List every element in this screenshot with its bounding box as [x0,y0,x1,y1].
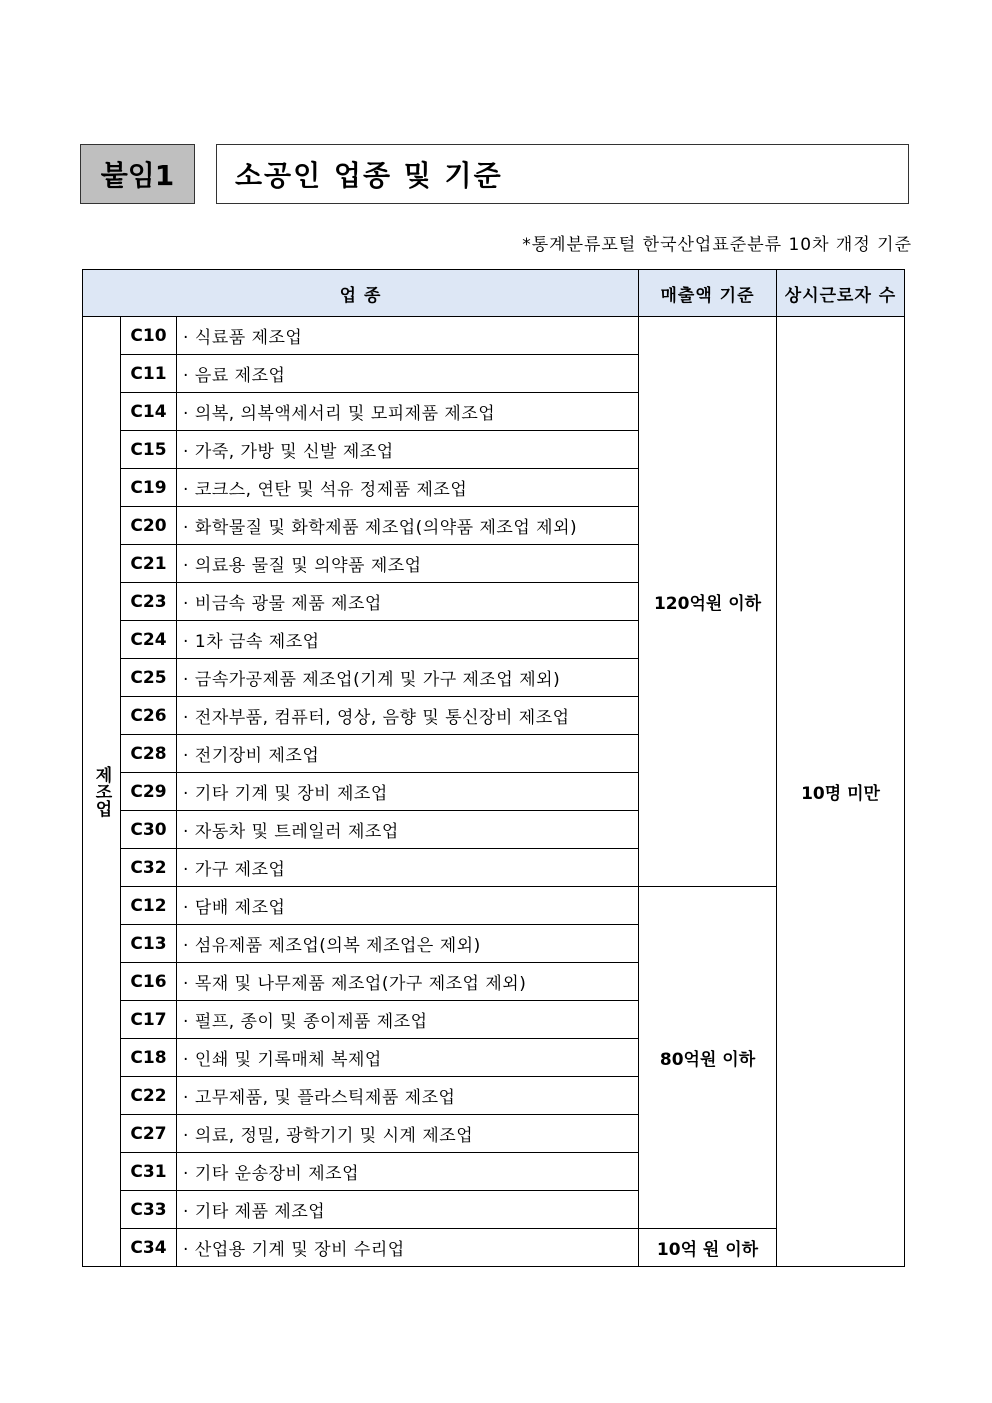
attachment-tag: 붙임1 [80,144,195,204]
industry-name-cell [177,317,639,355]
industry-code: C21 [121,545,177,583]
industry-code: C23 [121,583,177,621]
industry-code: C15 [121,431,177,469]
industry-name-cell [177,735,639,773]
industry-name-cell [177,1115,639,1153]
industry-name-cell [177,849,639,887]
table-header-row [83,270,905,317]
bullet: · [183,860,189,880]
industry-name: 식료품 제조업 [194,328,303,348]
bullet: · [183,1050,189,1070]
bullet: · [183,1012,189,1032]
bullet: · [183,1126,189,1146]
sales-threshold: 10억 원 이하 [639,1229,777,1267]
header-workers: 상시근로자 수 [777,270,905,317]
bullet: · [183,822,189,842]
bullet: · [183,784,189,804]
bullet: · [183,974,189,994]
bullet: · [183,898,189,918]
bullet: · [183,936,189,956]
industry-name-cell [177,393,639,431]
industry-name: 가죽, 가방 및 신발 제조업 [194,442,394,462]
industry-code: C27 [121,1115,177,1153]
industry-code: C14 [121,393,177,431]
industry-name-cell [177,431,639,469]
industry-name: 목재 및 나무제품 제조업(가구 제조업 제외) [194,974,527,994]
sales-threshold: 120억원 이하 [639,317,777,887]
bullet: · [183,404,189,424]
sales-threshold: 80억원 이하 [639,887,777,1229]
industry-name-cell [177,773,639,811]
bullet: · [183,1164,189,1184]
industry-name-cell [177,963,639,1001]
industry-name: 의복, 의복액세서리 및 모피제품 제조업 [194,404,496,424]
industry-name: 산업용 기계 및 장비 수리업 [194,1240,405,1260]
industry-code: C30 [121,811,177,849]
bullet: · [183,1088,189,1108]
industry-name: 기타 기계 및 장비 제조업 [194,784,388,804]
industry-name: 기타 제품 제조업 [194,1202,326,1222]
industry-code: C22 [121,1077,177,1115]
industry-name-cell [177,1077,639,1115]
industry-name-cell [177,1001,639,1039]
industry-name-cell [177,545,639,583]
industry-name: 자동차 및 트레일러 제조업 [194,822,399,842]
bullet: · [183,670,189,690]
header-industry: 업 종 [83,270,639,317]
industry-code: C13 [121,925,177,963]
industry-code: C32 [121,849,177,887]
industry-name-cell [177,1191,639,1229]
bullet: · [183,442,189,462]
industry-code: C10 [121,317,177,355]
industry-name-cell [177,583,639,621]
industry-name: 전자부품, 컴퓨터, 영상, 음향 및 통신장비 제조업 [194,708,570,728]
bullet: · [183,328,189,348]
industry-code: C20 [121,507,177,545]
industry-name-cell [177,697,639,735]
industry-name-cell [177,659,639,697]
bullet: · [183,1240,189,1260]
industry-code: C19 [121,469,177,507]
industry-code: C31 [121,1153,177,1191]
bullet: · [183,1202,189,1222]
industry-name: 금속가공제품 제조업(기계 및 가구 제조업 제외) [194,670,561,690]
industry-code: C28 [121,735,177,773]
industry-name-cell [177,469,639,507]
industry-name: 섬유제품 제조업(의복 제조업은 제외) [194,936,481,956]
industry-name: 전기장비 제조업 [194,746,320,766]
industry-code: C11 [121,355,177,393]
industry-code: C16 [121,963,177,1001]
industry-name: 인쇄 및 기록매체 복제업 [194,1050,382,1070]
industry-name: 펄프, 종이 및 종이제품 제조업 [194,1012,428,1032]
industry-code: C18 [121,1039,177,1077]
bullet: · [183,480,189,500]
industry-name: 의료용 물질 및 의약품 제조업 [194,556,422,576]
industry-code: C29 [121,773,177,811]
industry-name: 1차 금속 제조업 [194,632,320,652]
industry-name-cell [177,355,639,393]
industry-name-cell [177,811,639,849]
bullet: · [183,556,189,576]
industry-name-cell [177,1229,639,1267]
industry-name: 코크스, 연탄 및 석유 정제품 제조업 [194,480,468,500]
industry-code: C34 [121,1229,177,1267]
industry-name: 기타 운송장비 제조업 [194,1164,360,1184]
industry-name-cell [177,925,639,963]
bullet: · [183,594,189,614]
industry-name-cell [177,1039,639,1077]
industry-name: 화학물질 및 화학제품 제조업(의약품 제조업 제외) [194,518,578,538]
industry-code: C33 [121,1191,177,1229]
industry-table [82,269,905,1267]
industry-name: 가구 제조업 [194,860,286,880]
industry-name-cell [177,621,639,659]
industry-name: 음료 제조업 [194,366,286,386]
bullet: · [183,366,189,386]
industry-code: C25 [121,659,177,697]
industry-code: C24 [121,621,177,659]
source-note: *통계분류포털 한국산업표준분류 10차 개정 기준 [522,235,912,255]
industry-name: 비금속 광물 제품 제조업 [194,594,382,614]
industry-code: C26 [121,697,177,735]
bullet: · [183,746,189,766]
workers-threshold: 10명 미만 [777,317,905,1267]
category-cell: 제조업 [83,317,121,1267]
industry-name: 고무제품, 및 플라스틱제품 제조업 [194,1088,456,1108]
page-title: 소공인 업종 및 기준 [216,144,909,204]
industry-name-cell [177,1153,639,1191]
industry-name-cell [177,887,639,925]
industry-name: 의료, 정밀, 광학기기 및 시계 제조업 [194,1126,474,1146]
header-sales: 매출액 기준 [639,270,777,317]
industry-code: C12 [121,887,177,925]
industry-name-cell [177,507,639,545]
bullet: · [183,708,189,728]
table-body [83,317,905,1267]
table-row [83,317,905,355]
bullet: · [183,518,189,538]
bullet: · [183,632,189,652]
industry-code: C17 [121,1001,177,1039]
industry-name: 담배 제조업 [194,898,286,918]
